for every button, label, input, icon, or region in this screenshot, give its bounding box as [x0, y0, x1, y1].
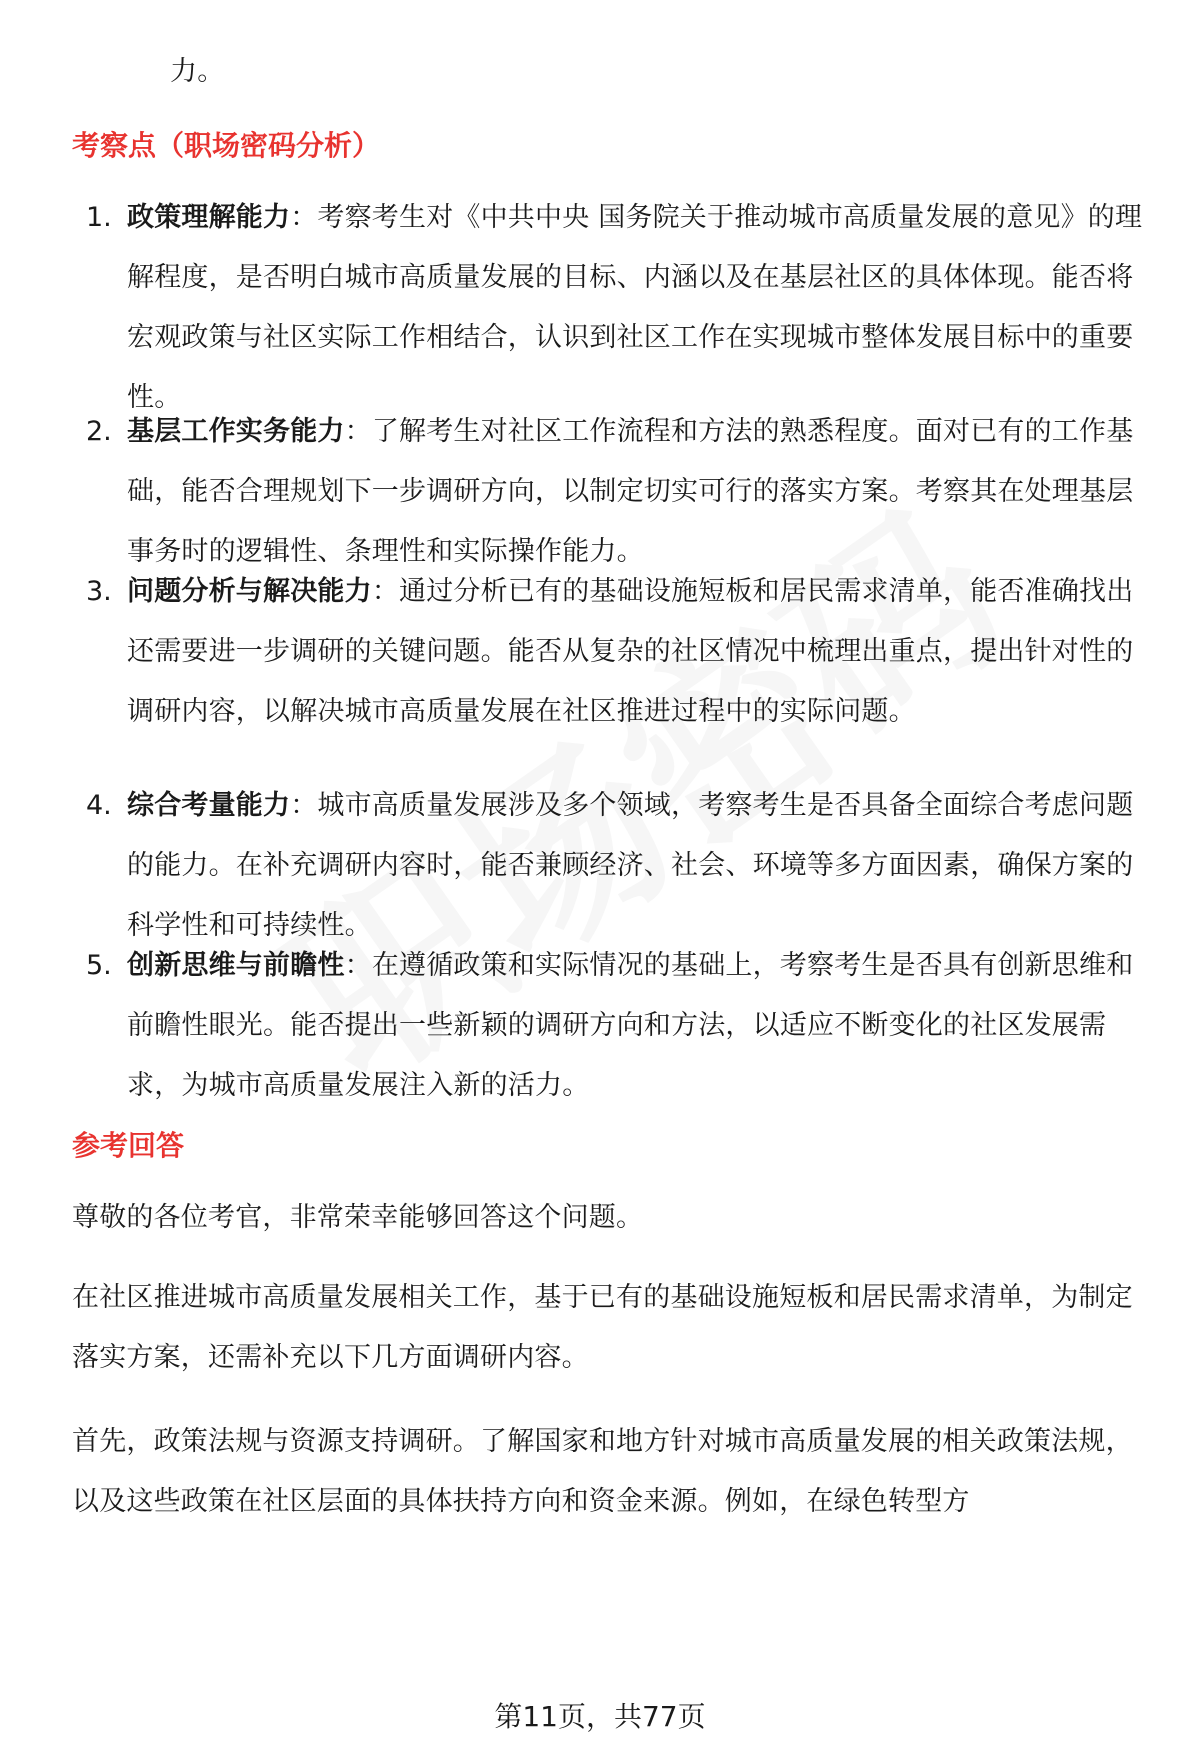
list-item-text — [127, 562, 1147, 742]
list-item-number: 4. — [86, 790, 112, 821]
list-item-title: 基层工作实务能力 — [127, 416, 345, 447]
list-item-number: 3. — [86, 576, 112, 607]
list-item-body: 了解考生对社区工作流程和方法的熟悉程度。面对已有的工作基础，能否合理规划下一步调研方向，以制定切实可行的落实方案。考察其在处理基层事务时的逻辑性、条理性和实际操作能力。 — [127, 416, 1134, 567]
list-item-separator: ： — [344, 950, 372, 981]
list-item-body: 城市高质量发展涉及多个领域，考察考生是否具备全面综合考虑问题的能力。在补充调研内容时，能否兼顾经济、社会、环境等多方面因素，确保方案的科学性和可持续性。 — [127, 790, 1134, 941]
list-item-title: 综合考量能力 — [127, 790, 291, 821]
list-item-separator: ： — [290, 790, 318, 821]
list-item-title: 创新思维与前瞻性 — [127, 950, 345, 981]
section-heading-answer: 参考回答 — [72, 1129, 185, 1162]
list-item-number: 1. — [86, 202, 112, 233]
list-item-separator: ： — [344, 416, 372, 447]
top-fragment: 力。 — [170, 56, 225, 87]
list-item-text — [127, 402, 1147, 582]
section-heading-assessment: 考察点（职场密码分析） — [72, 129, 381, 162]
list-item-title: 政策理解能力 — [127, 202, 291, 233]
list-item-text — [127, 936, 1147, 1116]
page-number-footer: 第11页，共77页 — [494, 1700, 706, 1733]
list-item-text — [127, 188, 1147, 428]
list-item-title: 问题分析与解决能力 — [127, 576, 372, 607]
list-item-body: 通过分析已有的基础设施短板和居民需求清单，能否准确找出还需要进一步调研的关键问题。能否从复杂的社区情况中梳理出重点，提出针对性的调研内容，以解决城市高质量发展在社区推进过程中的实际问题。 — [127, 576, 1134, 727]
list-item-body: 在遵循政策和实际情况的基础上，考察考生是否具有创新思维和前瞻性眼光。能否提出一些新颖的调研方向和方法，以适应不断变化的社区发展需求，为城市高质量发展注入新的活力。 — [127, 950, 1134, 1101]
list-item-text — [127, 776, 1147, 956]
answer-paragraph: 首先，政策法规与资源支持调研。了解国家和地方针对城市高质量发展的相关政策法规，以及这些政策在社区层面的具体扶持方向和资金来源。例如，在绿色转型方 — [72, 1426, 1133, 1517]
list-item-number: 2. — [86, 416, 112, 447]
answer-paragraph: 尊敬的各位考官，非常荣幸能够回答这个问题。 — [72, 1202, 644, 1233]
list-item-separator: ： — [290, 202, 318, 233]
answer-paragraph: 在社区推进城市高质量发展相关工作，基于已有的基础设施短板和居民需求清单，为制定落实方案，还需补充以下几方面调研内容。 — [72, 1282, 1133, 1373]
list-item-separator: ： — [371, 576, 400, 607]
list-item-number: 5. — [86, 950, 112, 981]
list-item-body: 考察考生对《中共中央 国务院关于推动城市高质量发展的意见》的理解程度，是否明白城市高质量发展的目标、内涵以及在基层社区的具体体现。能否将宏观政策与社区实际工作相结合，认识到社区工作在实现城市整体发展目标中的重要性。 — [127, 202, 1143, 413]
